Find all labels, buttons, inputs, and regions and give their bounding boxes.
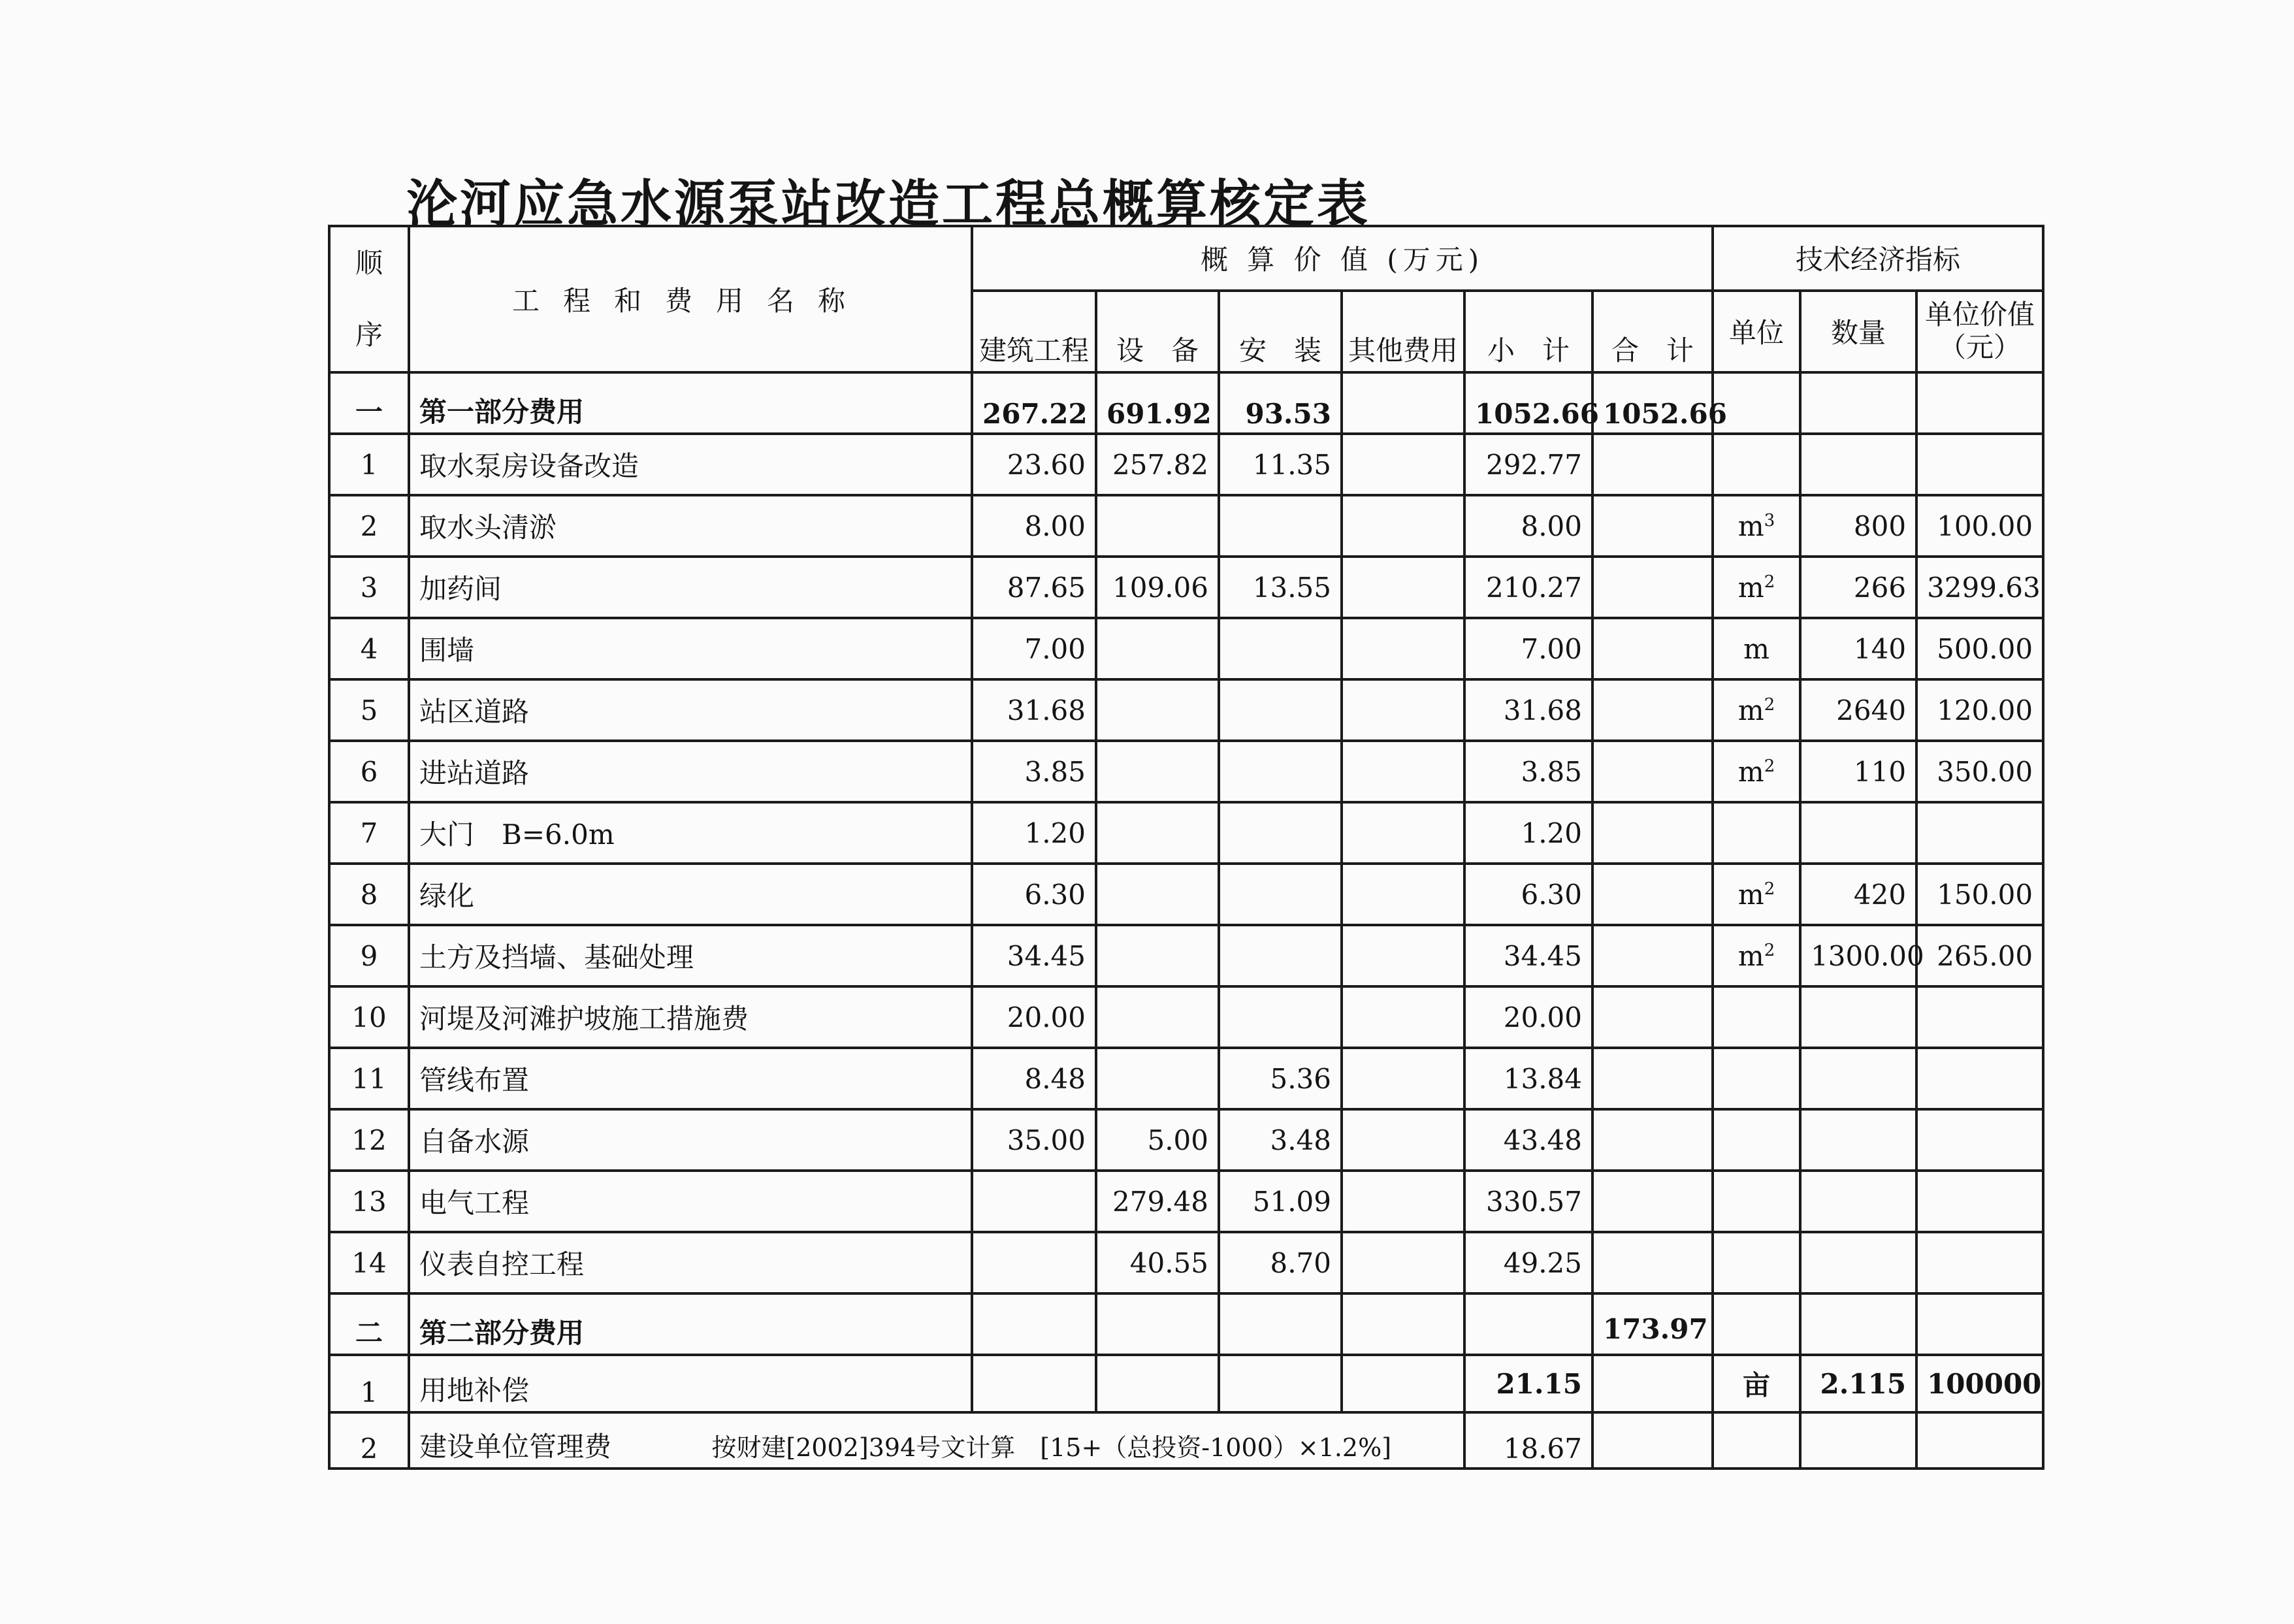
row-name: 站区道路 <box>409 679 972 741</box>
row-install <box>1219 495 1342 557</box>
row-build: 1.20 <box>972 802 1096 864</box>
row-price: 500.00 <box>1916 618 2043 679</box>
row-subtotal: 1.20 <box>1464 802 1592 864</box>
unit-exponent: 2 <box>1764 940 1775 960</box>
budget-table <box>328 225 2044 1470</box>
row-name: 大门 B=6.0m <box>409 802 972 864</box>
header-seq: 顺 序 <box>329 226 409 372</box>
table-row <box>329 986 2043 1048</box>
row-other <box>1342 741 1464 802</box>
unit-exponent: 2 <box>1764 756 1775 776</box>
row-unit <box>1713 1109 1800 1171</box>
row-other <box>1342 1171 1464 1232</box>
unit-exponent: 2 <box>1764 572 1775 592</box>
row-build: 7.00 <box>972 618 1096 679</box>
row-install: 5.36 <box>1219 1048 1342 1109</box>
row-build: 6.30 <box>972 864 1096 925</box>
row-other <box>1342 618 1464 679</box>
row-seq: 8 <box>329 864 409 925</box>
row-unit <box>1713 679 1800 741</box>
row-build: 8.00 <box>972 495 1096 557</box>
unit-text: m <box>1737 694 1764 726</box>
row-qty: 2640 <box>1800 679 1916 741</box>
row-install <box>1219 864 1342 925</box>
row-install <box>1219 679 1342 741</box>
land-total <box>1592 1355 1713 1412</box>
mgmt-total <box>1592 1412 1713 1469</box>
part2-subtotal <box>1464 1293 1592 1355</box>
mgmt-qty <box>1800 1412 1916 1469</box>
row-seq: 2 <box>329 495 409 557</box>
row-name: 自备水源 <box>409 1109 972 1171</box>
row-seq: 5 <box>329 679 409 741</box>
row-qty: 1300.00 <box>1800 925 1916 986</box>
header-tech-group: 技术经济指标 <box>1713 226 2043 291</box>
row-seq: 12 <box>329 1109 409 1171</box>
part2-name: 第二部分费用 <box>409 1293 972 1355</box>
row-other <box>1342 802 1464 864</box>
row-name: 管线布置 <box>409 1048 972 1109</box>
part1-price <box>1916 372 2043 434</box>
row-unit <box>1713 741 1800 802</box>
header-col-unit: 单位 <box>1713 291 1800 372</box>
row-other <box>1342 557 1464 618</box>
header-col-equip: 设 备 <box>1096 291 1219 372</box>
row-name: 取水头清淤 <box>409 495 972 557</box>
row-equip <box>1096 802 1219 864</box>
row-qty <box>1800 1171 1916 1232</box>
row-name: 绿化 <box>409 864 972 925</box>
row-total <box>1592 741 1713 802</box>
row-equip: 40.55 <box>1096 1232 1219 1293</box>
row-subtotal: 31.68 <box>1464 679 1592 741</box>
row-price: 100.00 <box>1916 495 2043 557</box>
mgmt-name: 建设单位管理费 <box>419 1431 612 1463</box>
part2-mgmt-row <box>329 1412 2043 1469</box>
header-col-build: 建筑工程 <box>972 291 1096 372</box>
row-price: 350.00 <box>1916 741 2043 802</box>
table-row <box>329 1109 2043 1171</box>
table-row <box>329 679 2043 741</box>
row-name: 河堤及河滩护坡施工措施费 <box>409 986 972 1048</box>
table-row <box>329 434 2043 495</box>
unit-text: m <box>1737 939 1764 972</box>
row-seq: 13 <box>329 1171 409 1232</box>
part2-other <box>1342 1293 1464 1355</box>
row-seq: 7 <box>329 802 409 864</box>
row-name: 取水泵房设备改造 <box>409 434 972 495</box>
row-equip <box>1096 1048 1219 1109</box>
part1-total: 1052.66 <box>1592 372 1713 434</box>
unit-text: m <box>1737 510 1764 542</box>
table-row <box>329 495 2043 557</box>
row-subtotal: 6.30 <box>1464 864 1592 925</box>
row-seq: 9 <box>329 925 409 986</box>
row-build: 8.48 <box>972 1048 1096 1109</box>
row-total <box>1592 925 1713 986</box>
row-other <box>1342 1109 1464 1171</box>
row-install <box>1219 618 1342 679</box>
part2-row <box>329 1293 2043 1355</box>
row-qty <box>1800 1109 1916 1171</box>
row-price <box>1916 1171 2043 1232</box>
part1-row <box>329 372 2043 434</box>
land-subtotal: 21.15 <box>1464 1355 1592 1412</box>
row-install: 8.70 <box>1219 1232 1342 1293</box>
land-build <box>972 1355 1096 1412</box>
header-col-qty: 数量 <box>1800 291 1916 372</box>
row-seq: 14 <box>329 1232 409 1293</box>
row-build: 23.60 <box>972 434 1096 495</box>
row-qty: 420 <box>1800 864 1916 925</box>
row-build: 3.85 <box>972 741 1096 802</box>
row-total <box>1592 495 1713 557</box>
row-subtotal: 7.00 <box>1464 618 1592 679</box>
table-row <box>329 1048 2043 1109</box>
table-row <box>329 1232 2043 1293</box>
row-subtotal: 43.48 <box>1464 1109 1592 1171</box>
row-unit <box>1713 802 1800 864</box>
row-other <box>1342 925 1464 986</box>
row-subtotal: 20.00 <box>1464 986 1592 1048</box>
row-name: 进站道路 <box>409 741 972 802</box>
land-qty: 2.115 <box>1800 1355 1916 1412</box>
land-other <box>1342 1355 1464 1412</box>
header-col-install: 安 装 <box>1219 291 1342 372</box>
part1-name: 第一部分费用 <box>409 372 972 434</box>
row-price: 150.00 <box>1916 864 2043 925</box>
row-equip <box>1096 864 1219 925</box>
header-col-subtotal: 小 计 <box>1464 291 1592 372</box>
row-build: 34.45 <box>972 925 1096 986</box>
row-install <box>1219 925 1342 986</box>
table-row <box>329 741 2043 802</box>
part2-qty <box>1800 1293 1916 1355</box>
row-equip <box>1096 986 1219 1048</box>
row-total <box>1592 986 1713 1048</box>
row-price: 3299.63 <box>1916 557 2043 618</box>
mgmt-seq: 2 <box>329 1412 409 1469</box>
row-equip: 257.82 <box>1096 434 1219 495</box>
part1-qty <box>1800 372 1916 434</box>
part2-equip <box>1096 1293 1219 1355</box>
row-name: 仪表自控工程 <box>409 1232 972 1293</box>
mgmt-unit <box>1713 1412 1800 1469</box>
row-price <box>1916 802 2043 864</box>
row-seq: 4 <box>329 618 409 679</box>
row-unit <box>1713 495 1800 557</box>
row-other <box>1342 434 1464 495</box>
mgmt-name-cell <box>409 1412 1464 1469</box>
row-qty: 266 <box>1800 557 1916 618</box>
row-total <box>1592 434 1713 495</box>
table-row <box>329 1171 2043 1232</box>
row-other <box>1342 864 1464 925</box>
row-price <box>1916 434 2043 495</box>
row-install: 11.35 <box>1219 434 1342 495</box>
row-seq: 3 <box>329 557 409 618</box>
row-other <box>1342 495 1464 557</box>
row-total <box>1592 679 1713 741</box>
row-subtotal: 210.27 <box>1464 557 1592 618</box>
row-install: 3.48 <box>1219 1109 1342 1171</box>
row-build: 35.00 <box>972 1109 1096 1171</box>
part2-install <box>1219 1293 1342 1355</box>
table-row <box>329 557 2043 618</box>
row-seq: 1 <box>329 434 409 495</box>
row-subtotal: 34.45 <box>1464 925 1592 986</box>
row-qty: 140 <box>1800 618 1916 679</box>
row-other <box>1342 986 1464 1048</box>
row-unit <box>1713 434 1800 495</box>
row-other <box>1342 1048 1464 1109</box>
row-price: 265.00 <box>1916 925 2043 986</box>
header-cost-group: 概 算 价 值 (万元) <box>972 226 1713 291</box>
mgmt-subtotal: 18.67 <box>1464 1412 1592 1469</box>
header-row-top <box>329 226 2043 291</box>
land-price: 100000 <box>1916 1355 2043 1412</box>
row-total <box>1592 1232 1713 1293</box>
part2-build <box>972 1293 1096 1355</box>
row-install <box>1219 741 1342 802</box>
row-equip <box>1096 679 1219 741</box>
land-install <box>1219 1355 1342 1412</box>
row-name: 围墙 <box>409 618 972 679</box>
table-row <box>329 925 2043 986</box>
row-subtotal: 13.84 <box>1464 1048 1592 1109</box>
row-build: 31.68 <box>972 679 1096 741</box>
part2-seq: 二 <box>329 1293 409 1355</box>
row-unit <box>1713 1171 1800 1232</box>
row-unit <box>1713 925 1800 986</box>
row-unit <box>1713 864 1800 925</box>
row-name: 加药间 <box>409 557 972 618</box>
row-subtotal: 292.77 <box>1464 434 1592 495</box>
row-qty <box>1800 802 1916 864</box>
row-build <box>972 1171 1096 1232</box>
table-row <box>329 864 2043 925</box>
row-install <box>1219 986 1342 1048</box>
row-subtotal: 49.25 <box>1464 1232 1592 1293</box>
row-price <box>1916 986 2043 1048</box>
land-unit: 亩 <box>1713 1355 1800 1412</box>
row-total <box>1592 1109 1713 1171</box>
land-equip <box>1096 1355 1219 1412</box>
row-subtotal: 3.85 <box>1464 741 1592 802</box>
row-qty <box>1800 1232 1916 1293</box>
row-subtotal: 330.57 <box>1464 1171 1592 1232</box>
row-price <box>1916 1048 2043 1109</box>
table-row <box>329 618 2043 679</box>
part2-total: 173.97 <box>1592 1293 1713 1355</box>
unit-exponent: 2 <box>1764 694 1775 715</box>
row-install: 13.55 <box>1219 557 1342 618</box>
unit-exponent: 3 <box>1764 510 1775 530</box>
unit-text: m <box>1737 755 1764 788</box>
row-other <box>1342 679 1464 741</box>
land-seq: 1 <box>329 1355 409 1412</box>
row-total <box>1592 1171 1713 1232</box>
row-total <box>1592 557 1713 618</box>
row-unit <box>1713 1048 1800 1109</box>
part1-build: 267.22 <box>972 372 1096 434</box>
part2-land-row <box>329 1355 2043 1412</box>
row-equip <box>1096 741 1219 802</box>
row-qty: 800 <box>1800 495 1916 557</box>
part1-install: 93.53 <box>1219 372 1342 434</box>
row-qty <box>1800 434 1916 495</box>
row-total <box>1592 802 1713 864</box>
land-name: 用地补偿 <box>409 1355 972 1412</box>
part1-subtotal: 1052.66 <box>1464 372 1592 434</box>
header-col-other: 其他费用 <box>1342 291 1464 372</box>
unit-exponent: 2 <box>1764 879 1775 899</box>
part1-other <box>1342 372 1464 434</box>
page-title: 沦河应急水源泵站改造工程总概算核定表 <box>406 175 1370 234</box>
row-build <box>972 1232 1096 1293</box>
row-seq: 6 <box>329 741 409 802</box>
row-seq: 11 <box>329 1048 409 1109</box>
row-price <box>1916 1232 2043 1293</box>
row-equip <box>1096 618 1219 679</box>
part2-unit <box>1713 1293 1800 1355</box>
item-rows <box>329 434 2043 1293</box>
row-install <box>1219 802 1342 864</box>
row-install: 51.09 <box>1219 1171 1342 1232</box>
part2-price <box>1916 1293 2043 1355</box>
part1-seq: 一 <box>329 372 409 434</box>
unit-text: m <box>1737 571 1764 604</box>
row-total <box>1592 864 1713 925</box>
unit-text: m <box>1737 878 1764 911</box>
part1-equip: 691.92 <box>1096 372 1219 434</box>
row-unit <box>1713 557 1800 618</box>
row-equip: 5.00 <box>1096 1109 1219 1171</box>
header-name: 工程和费用名称 <box>409 226 972 372</box>
row-unit: m <box>1713 618 1800 679</box>
row-qty <box>1800 986 1916 1048</box>
mgmt-note: 按财建[2002]394号文计算 [15+（总投资-1000）×1.2%] <box>711 1433 1392 1462</box>
row-subtotal: 8.00 <box>1464 495 1592 557</box>
row-total <box>1592 618 1713 679</box>
row-unit <box>1713 986 1800 1048</box>
row-seq: 10 <box>329 986 409 1048</box>
row-unit <box>1713 1232 1800 1293</box>
row-qty <box>1800 1048 1916 1109</box>
row-name: 土方及挡墙、基础处理 <box>409 925 972 986</box>
row-price: 120.00 <box>1916 679 2043 741</box>
row-name: 电气工程 <box>409 1171 972 1232</box>
row-total <box>1592 1048 1713 1109</box>
row-qty: 110 <box>1800 741 1916 802</box>
row-equip: 279.48 <box>1096 1171 1219 1232</box>
row-equip: 109.06 <box>1096 557 1219 618</box>
row-build: 20.00 <box>972 986 1096 1048</box>
row-other <box>1342 1232 1464 1293</box>
mgmt-price <box>1916 1412 2043 1469</box>
row-price <box>1916 1109 2043 1171</box>
header-col-total: 合 计 <box>1592 291 1713 372</box>
row-equip <box>1096 495 1219 557</box>
row-build: 87.65 <box>972 557 1096 618</box>
row-equip <box>1096 925 1219 986</box>
header-col-unit-price: 单位价值 （元） <box>1916 291 2043 372</box>
table-row <box>329 802 2043 864</box>
